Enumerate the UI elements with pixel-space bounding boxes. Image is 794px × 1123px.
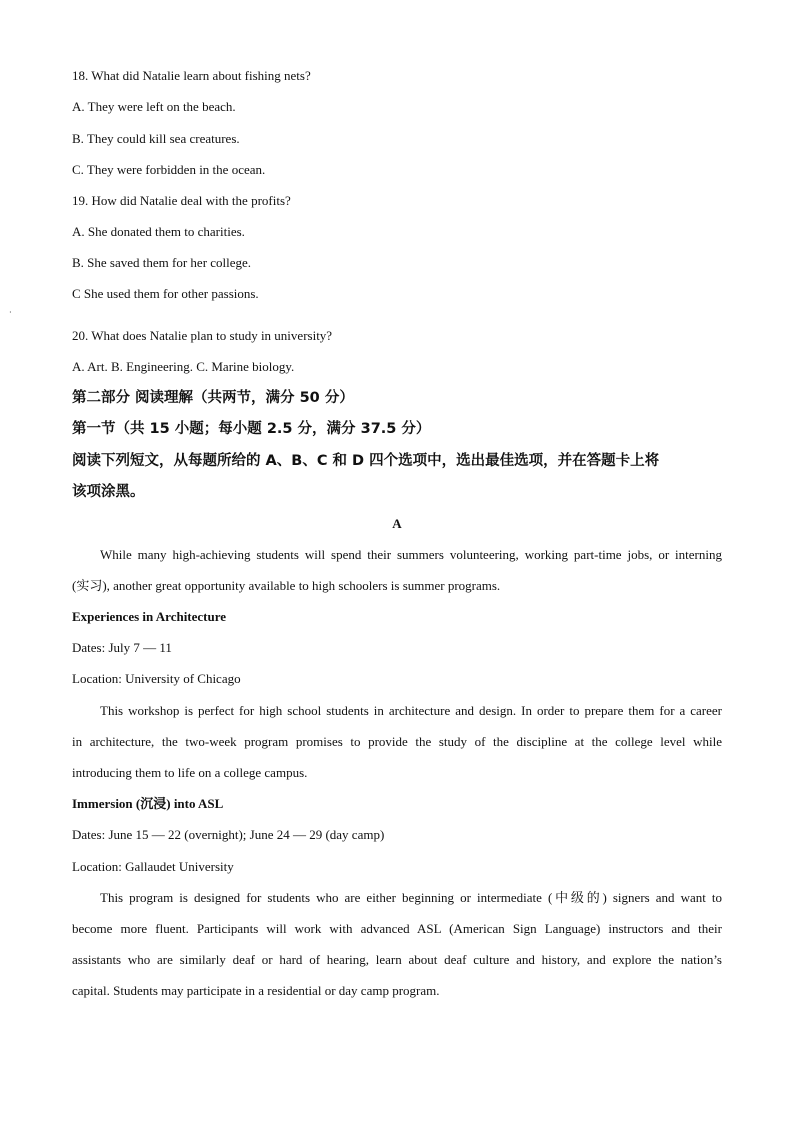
question-18-option-a: A. They were left on the beach. [72,99,236,114]
part-two-heading: 第二部分 阅读理解（共两节，满分 50 分） [72,390,354,406]
program-2-desc-line-4: capital. Students may participate in a residential or day camp program. [72,983,440,998]
program-2-title: Immersion (沉浸) into ASL [72,796,224,811]
program-1-title: Experiences in Architecture [72,609,227,624]
question-19-stem: 19. How did Natalie deal with the profits? [72,193,291,208]
passage-label: A [392,516,402,531]
question-20-stem: 20. What does Natalie plan to study in university? [72,328,333,343]
passage-intro-line-1: While many high-achieving students will spend their summers volunteering, working part-time jobs, or interning [100,547,722,562]
question-19-option-a: A. She donated them to charities. [72,224,245,239]
question-19-option-b: B. She saved them for her college. [72,255,252,270]
section-one-heading: 第一节（共 15 小题；每小题 2.5 分，满分 37.5 分） [72,421,431,437]
question-18-option-b: B. They could kill sea creatures. [72,131,240,146]
instruction-line-1: 阅读下列短文，从每题所给的 A、B、C 和 D 四个选项中，选出最佳选项，并在答题卡上将 [72,453,660,469]
instruction-line-2: 该项涂黑。 [72,484,145,500]
program-1-dates: Dates: July 7 — 11 [72,640,172,655]
program-2-desc-line-1: This program is designed for students who are either beginning or intermediate (中级的) signers and want to [100,890,722,905]
program-1-desc-line-1: This workshop is perfect for high school students in architecture and design. In order to prepare them for a career [100,703,722,718]
program-1-desc-line-2: in architecture, the two-week program promises to provide the study of the discipline at the college level while [72,734,722,749]
question-19-option-c: C She used them for other passions. [72,286,259,301]
program-2-desc-line-2: become more fluent. Participants will work with advanced ASL (American Sign Language) instructors and their [72,921,722,936]
passage-intro-line-2: (实习), another great opportunity available to high schoolers is summer programs. [72,578,501,593]
stray-dot: · [9,308,12,317]
question-20-options: A. Art. B. Engineering. C. Marine biology. [72,359,295,374]
program-2-dates: Dates: June 15 — 22 (overnight); June 24 — 29 (day camp) [72,827,385,842]
program-1-location: Location: University of Chicago [72,671,241,686]
question-18-stem: 18. What did Natalie learn about fishing nets? [72,68,311,83]
program-2-location: Location: Gallaudet University [72,859,234,874]
program-1-desc-line-3: introducing them to life on a college campus. [72,765,308,780]
question-18-option-c: C. They were forbidden in the ocean. [72,162,266,177]
program-2-desc-line-3: assistants who are similarly deaf or hard of hearing, learn about deaf culture and history, and explore the nation’s [72,952,722,967]
